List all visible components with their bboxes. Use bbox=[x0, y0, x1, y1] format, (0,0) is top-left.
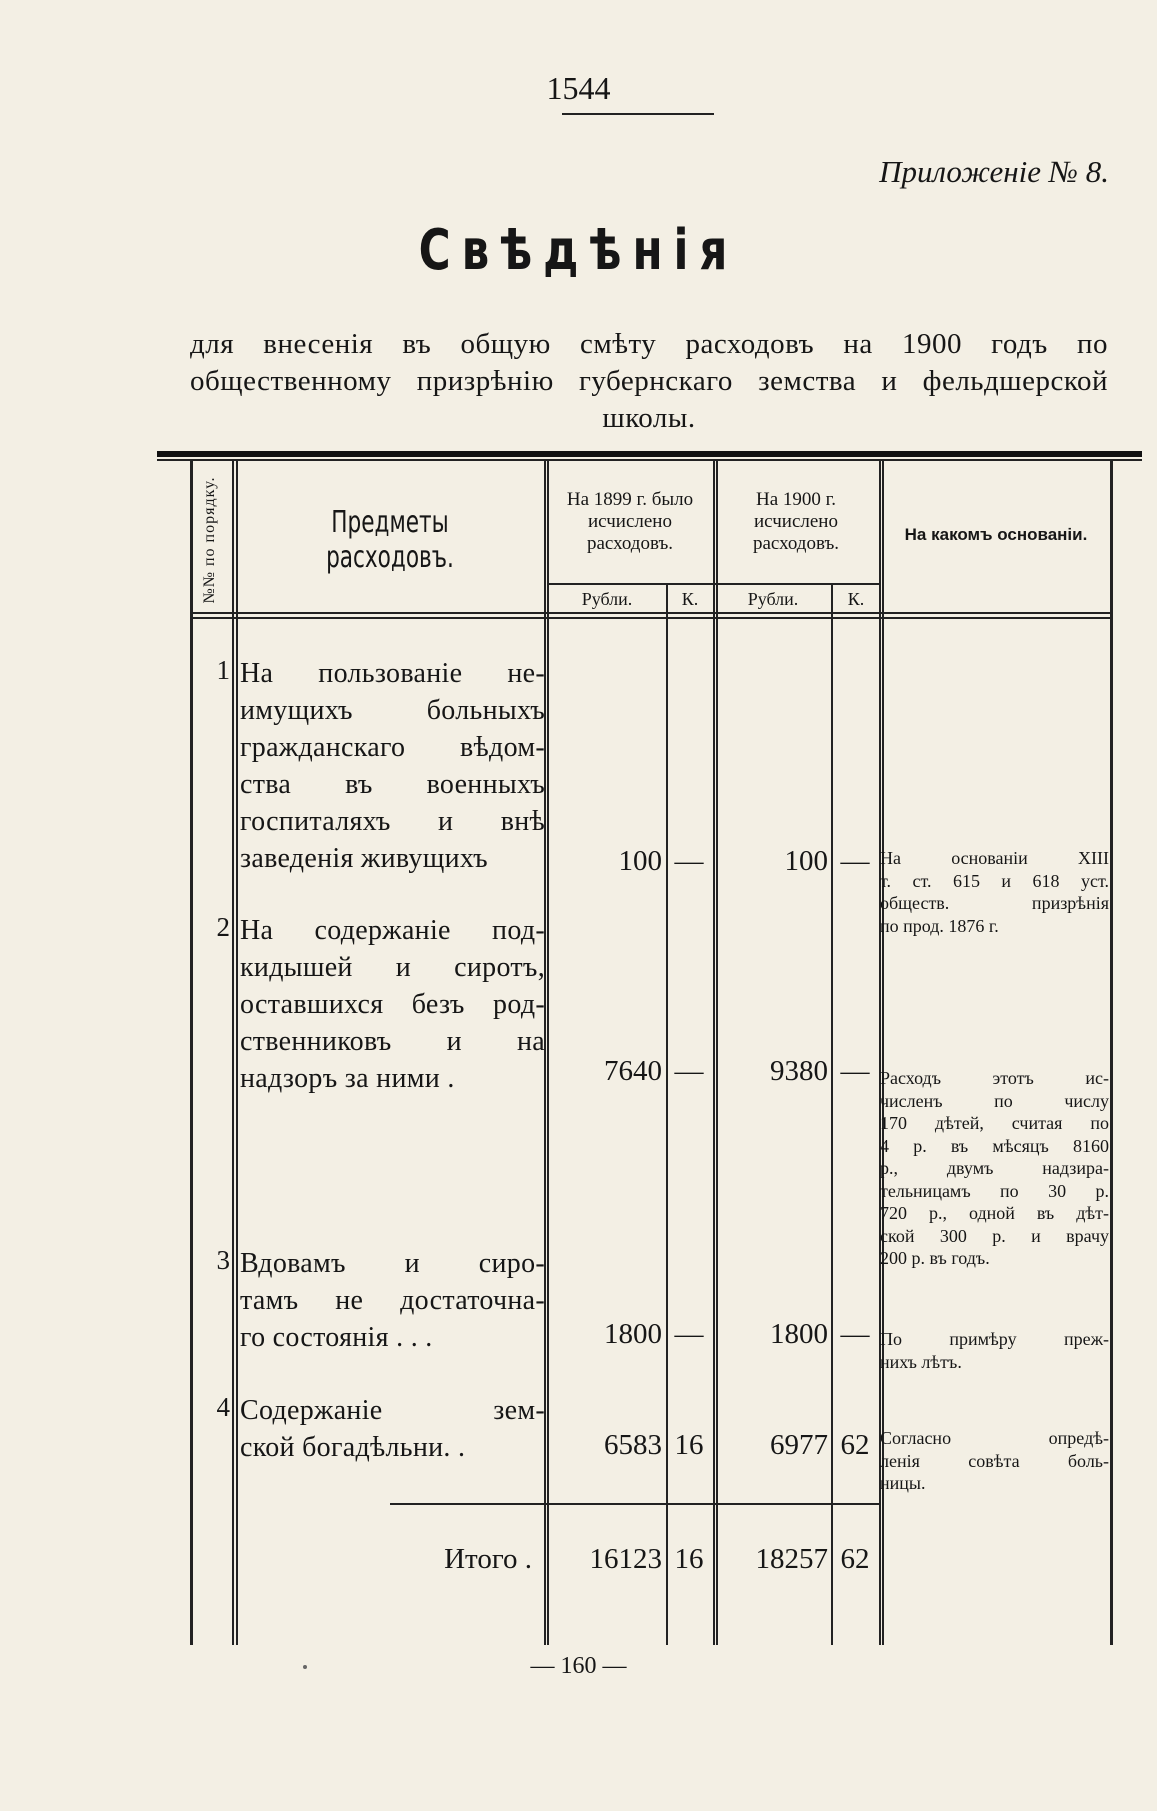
header-1899: На 1899 г. было исчислено расходовъ. bbox=[566, 489, 694, 554]
row-item-text bbox=[240, 1392, 545, 1466]
row-item-line: заведенія живущихъ bbox=[240, 843, 488, 874]
row-item-line: го состоянія . . . bbox=[240, 1322, 433, 1353]
row-basis-line: ской 300 р. и врачу bbox=[880, 1225, 1109, 1246]
page-number-rule bbox=[562, 113, 714, 115]
table-vertical-rule bbox=[716, 461, 718, 1645]
table-vertical-rule bbox=[831, 585, 833, 1645]
row-item-line: гражданскаго вѣдом- bbox=[240, 732, 545, 763]
row-item-line: имущихъ больныхъ bbox=[240, 695, 545, 726]
row-item-line: госпиталяхъ и внѣ bbox=[240, 806, 545, 837]
table-vertical-rule bbox=[1110, 461, 1113, 1645]
row-basis-line: На основаніи XIII bbox=[880, 848, 1109, 868]
total-kopecks-1899: 16 bbox=[674, 1543, 704, 1575]
row-basis-line: тельницамъ по 30 р. bbox=[880, 1180, 1109, 1201]
row-item-line: тамъ не достаточна- bbox=[240, 1285, 545, 1316]
rubles-1900: 6977 bbox=[770, 1429, 828, 1461]
row-basis-line: 720 р., одной въ дѣт- bbox=[880, 1203, 1109, 1223]
row-basis-line: 4 р. въ мѣсяцъ 8160 bbox=[880, 1135, 1109, 1156]
table-vertical-rule bbox=[236, 461, 238, 1645]
row-item-line: ской богадѣльни. . bbox=[240, 1432, 466, 1463]
rubles-1900: 100 bbox=[784, 845, 828, 877]
header-row-number: №№ по порядку. bbox=[201, 476, 218, 604]
rubles-1899: 1800 bbox=[604, 1318, 662, 1350]
row-basis-text bbox=[880, 1328, 1109, 1373]
table-horizontal-rule bbox=[190, 617, 1112, 619]
total-kopecks-1900: 62 bbox=[840, 1543, 870, 1575]
kopecks-1900: — bbox=[840, 1055, 870, 1087]
table-vertical-rule bbox=[190, 461, 193, 1645]
table-top-rule-thick bbox=[157, 451, 1142, 457]
row-basis-line: По примѣру преж- bbox=[880, 1329, 1109, 1349]
rubles-1899: 7640 bbox=[604, 1055, 662, 1087]
row-basis-line: Расходъ этотъ ис- bbox=[880, 1068, 1109, 1088]
table-horizontal-rule bbox=[190, 612, 1112, 614]
header-kopecks-1900: К. bbox=[847, 589, 865, 609]
kopecks-1899: 16 bbox=[674, 1429, 704, 1461]
row-basis-text bbox=[880, 1427, 1109, 1495]
header-rubles-1900: Рубли. bbox=[747, 589, 799, 609]
document-title: Свѣдѣнія bbox=[418, 218, 739, 283]
row-item-text bbox=[240, 912, 545, 1097]
table-horizontal-rule bbox=[390, 1503, 879, 1505]
header-items: Предметы расходовъ. bbox=[326, 505, 454, 575]
row-basis-line: Согласно опредѣ- bbox=[880, 1428, 1109, 1448]
row-number: 2 bbox=[216, 912, 230, 942]
rubles-1899: 6583 bbox=[604, 1429, 662, 1461]
rubles-1900: 9380 bbox=[770, 1055, 828, 1087]
row-item-line: Содержаніе зем- bbox=[240, 1395, 545, 1426]
header-basis: На какомъ основаніи. bbox=[904, 525, 1088, 544]
row-basis-line: нихъ лѣтъ. bbox=[880, 1351, 962, 1372]
row-basis-line: ленія совѣта боль- bbox=[880, 1450, 1109, 1471]
row-item-line: ственниковъ и на bbox=[240, 1026, 545, 1057]
page-footer: — 160 — bbox=[530, 1653, 627, 1679]
table-vertical-rule bbox=[547, 461, 549, 1645]
kopecks-1900: 62 bbox=[840, 1429, 870, 1461]
page-number: 1544 bbox=[546, 70, 611, 106]
row-basis-line: р., двумъ надзира- bbox=[880, 1158, 1109, 1178]
row-basis-text bbox=[880, 1067, 1109, 1270]
row-item-line: кидышей и сиротъ, bbox=[240, 952, 545, 983]
table-top-rule-thin bbox=[157, 459, 1142, 461]
header-kopecks-1899: К. bbox=[681, 589, 699, 609]
total-rubles-1900: 18257 bbox=[755, 1543, 828, 1575]
kopecks-1899: — bbox=[674, 1055, 704, 1087]
row-number: 1 bbox=[216, 655, 230, 685]
row-basis-line: численъ по числу bbox=[880, 1090, 1109, 1111]
row-basis-text bbox=[880, 847, 1109, 937]
rubles-1900: 1800 bbox=[770, 1318, 828, 1350]
table-vertical-rule bbox=[713, 461, 715, 1645]
row-basis-line: 200 р. въ годъ. bbox=[880, 1248, 990, 1268]
row-basis-line: 170 дѣтей, считая по bbox=[880, 1113, 1109, 1133]
row-item-line: Вдовамъ и сиро- bbox=[240, 1248, 545, 1279]
row-number: 3 bbox=[216, 1245, 230, 1275]
total-rubles-1899: 16123 bbox=[589, 1543, 662, 1575]
row-item-line: На содержаніе под- bbox=[240, 915, 545, 946]
row-item-text bbox=[240, 1245, 545, 1356]
row-number: 4 bbox=[216, 1392, 230, 1422]
total-label: Итого . bbox=[444, 1543, 532, 1575]
table-vertical-rule bbox=[666, 585, 668, 1645]
row-item-line: ства въ военныхъ bbox=[240, 769, 545, 800]
header-1900: На 1900 г. исчислено расходовъ. bbox=[752, 489, 840, 554]
row-basis-line: по прод. 1876 г. bbox=[880, 915, 999, 936]
rubles-1899: 100 bbox=[618, 845, 662, 877]
row-item-text bbox=[240, 655, 545, 877]
table-vertical-rule bbox=[232, 461, 234, 1645]
kopecks-1899: — bbox=[674, 1318, 704, 1350]
row-item-line: оставшихся безъ род- bbox=[240, 989, 545, 1020]
kopecks-1900: — bbox=[840, 1318, 870, 1350]
row-basis-line: обществ. призрѣнія bbox=[880, 893, 1109, 913]
header-rubles-1899: Рубли. bbox=[581, 589, 633, 609]
appendix-label: Приложеніе № 8. bbox=[879, 154, 1109, 189]
row-item-line: надзоръ за ними . bbox=[240, 1063, 455, 1094]
row-basis-line: т. ст. 615 и 618 уст. bbox=[880, 870, 1109, 891]
document-subtitle: для внесенія въ общую смѣту расходовъ на 1900 годъ по общественному призрѣнію губернскаго земства и фельдшерской школы. bbox=[190, 328, 1108, 434]
table-horizontal-rule bbox=[547, 583, 879, 585]
row-item-line: На пользованіе не- bbox=[240, 658, 545, 689]
kopecks-1899: — bbox=[674, 845, 704, 877]
row-basis-line: ницы. bbox=[880, 1473, 926, 1493]
kopecks-1900: — bbox=[840, 845, 870, 877]
print-speck bbox=[303, 1665, 307, 1669]
